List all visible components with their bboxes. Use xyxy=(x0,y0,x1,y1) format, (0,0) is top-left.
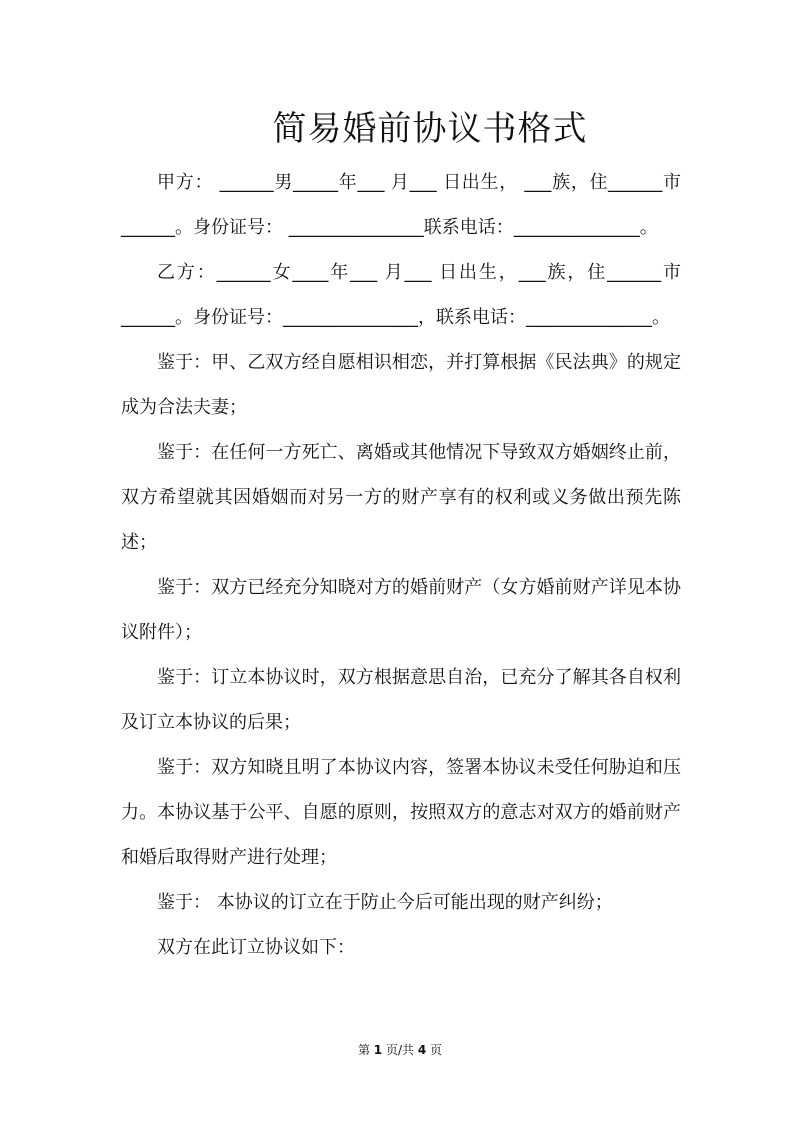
recital-1: 鉴于：甲、乙双方经自愿相识相恋，并打算根据《民法典》的规定成为合法夫妻； xyxy=(121,352,681,418)
recital-6: 鉴于： 本协议的订立在于防止今后可能出现的财产纠纷； xyxy=(157,892,613,913)
total-page-number: 4 xyxy=(417,1043,427,1057)
document-body xyxy=(121,160,681,970)
document-title: 简易婚前协议书格式 xyxy=(272,109,588,149)
party-a-info: 甲方： ______男_____年___ 月___ 日出生， ___族，住______市______。身份证号： _______________联系电话：______________。 xyxy=(121,172,681,238)
recital-5: 鉴于：双方知晓且明了本协议内容，签署本协议未受任何胁迫和压力。本协议基于公平、自愿的原则，按照双方的意志对双方的婚前财产和婚后取得财产进行处理； xyxy=(121,757,681,868)
footer-suffix: 页 xyxy=(430,1043,443,1057)
page-number-footer xyxy=(0,1040,800,1060)
agreement-intro: 双方在此订立协议如下： xyxy=(157,937,355,958)
party-b-info: 乙方：______女____年___ 月___ 日出生，___族，住______市______。身份证号：_______________，联系电话：______________。 xyxy=(121,262,681,328)
footer-prefix: 第 xyxy=(357,1043,370,1057)
footer-middle: 页/共 xyxy=(385,1043,415,1057)
recital-2: 鉴于：在任何一方死亡、离婚或其他情况下导致双方婚姻终止前，双方希望就其因婚姻而对另一方的财产享有的权利或义务做出预先陈述； xyxy=(121,442,681,553)
recital-4: 鉴于：订立本协议时，双方根据意思自治，已充分了解其各自权利及订立本协议的后果； xyxy=(121,667,681,733)
current-page-number: 1 xyxy=(373,1043,383,1057)
recital-3: 鉴于：双方已经充分知晓对方的婚前财产（女方婚前财产详见本协议附件）； xyxy=(121,577,681,643)
